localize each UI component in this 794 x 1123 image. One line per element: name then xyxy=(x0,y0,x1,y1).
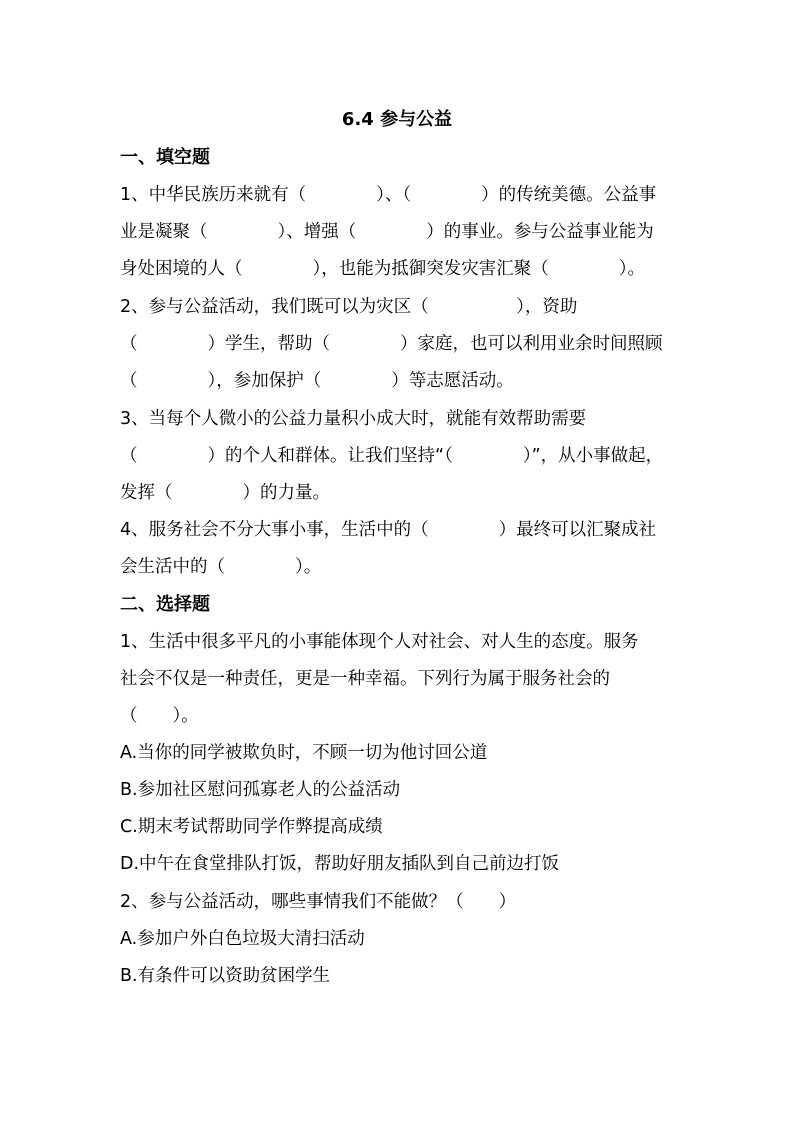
fill-q2-line-2: （ ）学生，帮助（ ）家庭，也可以利用业余时间照顾 xyxy=(120,334,663,354)
choice-q1-option-b: B.参加社区慰问孤寡老人的公益活动 xyxy=(120,780,401,800)
fill-q2-line-3: （ ），参加保护（ ）等志愿活动。 xyxy=(120,371,514,391)
fill-q3-line-1: 3、当每个人微小的公益力量积小成大时，就能有效帮助需要 xyxy=(120,409,587,429)
choice-q1-option-d: D.中午在食堂排队打饭，帮助好朋友插队到自己前边打饭 xyxy=(120,854,560,874)
fill-q4-line-2: 会生活中的（ ）。 xyxy=(120,557,322,577)
choice-q1-line-2: 社会不仅是一种责任，更是一种幸福。下列行为属于服务社会的 xyxy=(120,669,610,689)
fill-q1-line-1: 1、中华民族历来就有（ ）、（ ）的传统美德。公益事 xyxy=(120,185,657,205)
fill-q3-line-3: 发挥（ ）的力量。 xyxy=(120,483,330,503)
choice-q1-line-3: （ ）。 xyxy=(120,706,199,726)
fill-q4-line-1: 4、服务社会不分大事小事，生活中的（ ）最终可以汇聚成社 xyxy=(120,520,657,540)
section-heading-fill-in: 一、填空题 xyxy=(120,147,210,168)
choice-q2-line-1: 2、参与公益活动，哪些事情我们不能做？（ ） xyxy=(120,892,517,912)
choice-q1-option-a: A.当你的同学被欺负时，不顾一切为他讨回公道 xyxy=(120,743,488,763)
choice-q1-option-c: C.期末考试帮助同学作弊提高成绩 xyxy=(120,817,383,837)
document-title: 6.4 参与公益 xyxy=(341,109,453,130)
section-heading-choice: 二、选择题 xyxy=(120,594,210,615)
fill-q2-line-1: 2、参与公益活动，我们既可以为灾区（ ），资助 xyxy=(120,297,578,317)
choice-q2-option-a: A.参加户外白色垃圾大清扫活动 xyxy=(120,929,365,949)
choice-q1-line-1: 1、生活中很多平凡的小事能体现个人对社会、对人生的态度。服务 xyxy=(120,632,639,652)
fill-q1-line-2: 业是凝聚（ ）、增强（ ）的事业。参与公益事业能为 xyxy=(120,222,654,242)
fill-q3-line-2: （ ）的个人和群体。让我们坚持“（ ）”，从小事做起， xyxy=(120,446,664,466)
choice-q2-option-b: B.有条件可以资助贫困学生 xyxy=(120,966,331,986)
fill-q1-line-3: 身处困境的人（ ），也能为抵御突发灾害汇聚（ ）。 xyxy=(120,259,645,279)
